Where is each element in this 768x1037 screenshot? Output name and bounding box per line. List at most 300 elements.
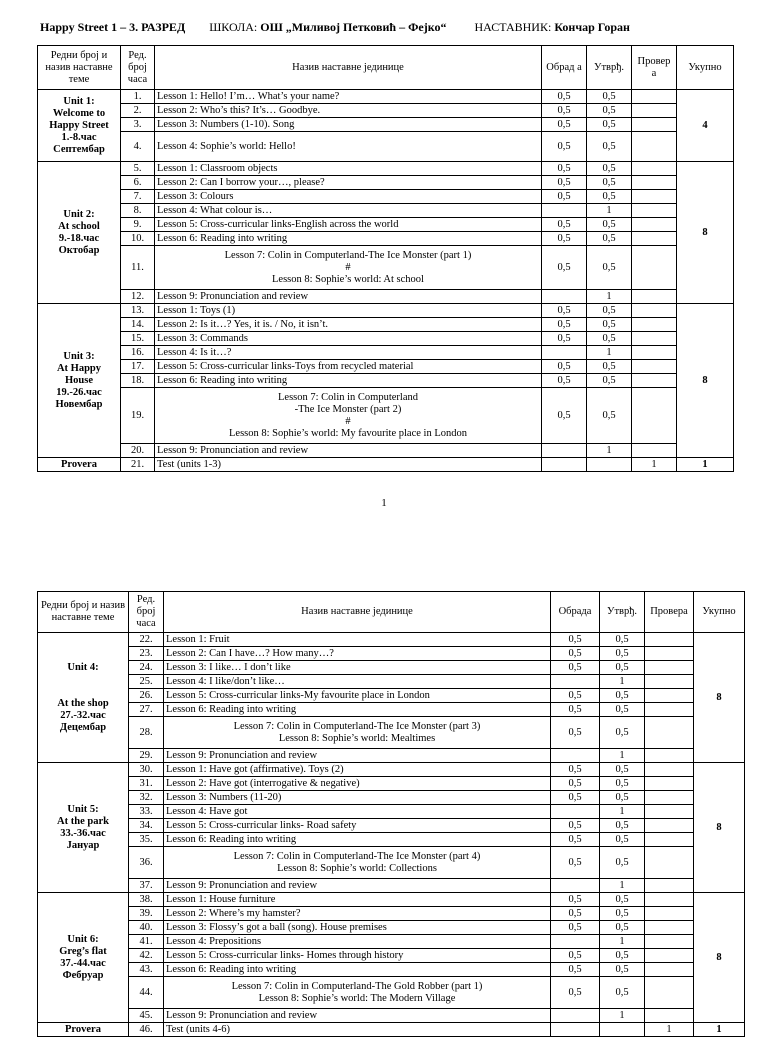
lesson-name: Lesson 5: Cross-curricular links-English across the world (155, 218, 542, 232)
lesson-name: Lesson 1: Hello! I’m… What’s your name? (155, 90, 542, 104)
provera-value (632, 360, 677, 374)
provera-value (632, 332, 677, 346)
lesson-plan-table-page-1 (37, 45, 734, 472)
utvrdjivanje-value: 0,5 (587, 90, 632, 104)
obrada-value (551, 1023, 600, 1037)
lesson-name: Lesson 4: Prepositions (164, 935, 551, 949)
unit-total: 8 (677, 162, 734, 304)
table-row (38, 388, 734, 444)
table-row (38, 1023, 745, 1037)
lesson-number: 12. (121, 290, 155, 304)
provera-value (632, 444, 677, 458)
table-row (38, 879, 745, 893)
utvrdjivanje-value: 0,5 (600, 647, 645, 661)
provera-value (645, 935, 694, 949)
table-row (38, 1009, 745, 1023)
table-row (38, 132, 734, 162)
lesson-number: 29. (129, 749, 164, 763)
lesson-name: Lesson 2: Where’s my hamster? (164, 907, 551, 921)
lesson-number: 9. (121, 218, 155, 232)
col-header-ukupno: Укупно (694, 592, 745, 633)
lesson-name: Lesson 4: Is it…? (155, 346, 542, 360)
unit-cell: Unit 3: At Happy House 19.-26.час Новембар (38, 304, 121, 458)
lesson-number: 39. (129, 907, 164, 921)
utvrdjivanje-value: 0,5 (587, 176, 632, 190)
utvrdjivanje-value: 1 (600, 879, 645, 893)
table-row (38, 763, 745, 777)
obrada-value (542, 290, 587, 304)
provera-value (645, 763, 694, 777)
col-header-utvrdjivanje: Утврђ. (600, 592, 645, 633)
lesson-name: Lesson 7: Colin in Computerland-The Ice Monster (part 1) # Lesson 8: Sophie’s world: At school (155, 246, 542, 290)
utvrdjivanje-value: 1 (587, 290, 632, 304)
unit-cell: Unit 5: At the park 33.-36.час Јануар (38, 763, 129, 893)
table-row (38, 647, 745, 661)
provera-value (632, 176, 677, 190)
lesson-number: 31. (129, 777, 164, 791)
lesson-number: 24. (129, 661, 164, 675)
table-row (38, 304, 734, 318)
lesson-number: 18. (121, 374, 155, 388)
lesson-number: 46. (129, 1023, 164, 1037)
unit-cell: Unit 2: At school 9.-18.час Октобар (38, 162, 121, 304)
obrada-value: 0,5 (542, 332, 587, 346)
utvrdjivanje-value (587, 458, 632, 472)
lesson-name: Lesson 6: Reading into writing (155, 232, 542, 246)
table-row (38, 791, 745, 805)
utvrdjivanje-value: 0,5 (600, 907, 645, 921)
obrada-value: 0,5 (551, 963, 600, 977)
obrada-value: 0,5 (542, 118, 587, 132)
lesson-number: 4. (121, 132, 155, 162)
lesson-name: Lesson 9: Pronunciation and review (164, 879, 551, 893)
obrada-value (551, 749, 600, 763)
table-row (38, 805, 745, 819)
table-row (38, 907, 745, 921)
obrada-value: 0,5 (542, 318, 587, 332)
table-row (38, 190, 734, 204)
course-title: Happy Street 1 – 3. РАЗРЕД (40, 20, 186, 34)
lesson-name: Lesson 5: Cross-curricular links- Road safety (164, 819, 551, 833)
utvrdjivanje-value: 0,5 (587, 304, 632, 318)
provera-value (645, 921, 694, 935)
lesson-name: Lesson 4: What colour is… (155, 204, 542, 218)
lesson-number: 33. (129, 805, 164, 819)
table-row (38, 921, 745, 935)
utvrdjivanje-value: 0,5 (587, 232, 632, 246)
lesson-name: Lesson 1: House furniture (164, 893, 551, 907)
lesson-number: 30. (129, 763, 164, 777)
lesson-number: 1. (121, 90, 155, 104)
obrada-value: 0,5 (551, 703, 600, 717)
obrada-value: 0,5 (551, 647, 600, 661)
utvrdjivanje-value: 1 (600, 935, 645, 949)
utvrdjivanje-value: 0,5 (587, 104, 632, 118)
provera-value: 1 (632, 458, 677, 472)
provera-value (632, 304, 677, 318)
utvrdjivanje-value: 0,5 (600, 777, 645, 791)
lesson-name: Lesson 1: Toys (1) (155, 304, 542, 318)
table-header-row (38, 592, 745, 633)
obrada-value (551, 1009, 600, 1023)
utvrdjivanje-value: 0,5 (600, 977, 645, 1009)
provera-value (632, 104, 677, 118)
table-row (38, 717, 745, 749)
unit-total: 8 (694, 763, 745, 893)
utvrdjivanje-value: 0,5 (587, 132, 632, 162)
table-row (38, 176, 734, 190)
utvrdjivanje-value: 1 (600, 675, 645, 689)
provera-value (645, 791, 694, 805)
utvrdjivanje-value: 0,5 (600, 763, 645, 777)
provera-value (632, 90, 677, 104)
unit-total: 8 (694, 893, 745, 1023)
table-row (38, 332, 734, 346)
utvrdjivanje-value: 0,5 (587, 360, 632, 374)
lesson-number: 14. (121, 318, 155, 332)
provera-value (645, 805, 694, 819)
lesson-name: Lesson 7: Colin in Computerland -The Ice Monster (part 2) # Lesson 8: Sophie’s world: My favourite place in London (155, 388, 542, 444)
lesson-name: Lesson 6: Reading into writing (164, 703, 551, 717)
utvrdjivanje-value: 0,5 (600, 689, 645, 703)
lesson-number: 28. (129, 717, 164, 749)
utvrdjivanje-value: 0,5 (600, 717, 645, 749)
provera-value (645, 703, 694, 717)
lesson-name: Lesson 3: Flossy’s got a ball (song). House premises (164, 921, 551, 935)
unit-total: 1 (694, 1023, 745, 1037)
table-row (38, 833, 745, 847)
lesson-number: 35. (129, 833, 164, 847)
table-row (38, 819, 745, 833)
utvrdjivanje-value: 0,5 (600, 847, 645, 879)
obrada-value: 0,5 (551, 689, 600, 703)
lesson-name: Lesson 4: Have got (164, 805, 551, 819)
table-header-row (38, 46, 734, 90)
provera-value (645, 819, 694, 833)
provera-value (632, 132, 677, 162)
provera-value (645, 833, 694, 847)
provera-value (645, 907, 694, 921)
lesson-name: Lesson 3: Numbers (11-20) (164, 791, 551, 805)
lesson-name: Lesson 2: Can I have…? How many…? (164, 647, 551, 661)
obrada-value: 0,5 (551, 921, 600, 935)
unit-cell: Provera (38, 1023, 129, 1037)
table-row (38, 162, 734, 176)
obrada-value (551, 675, 600, 689)
utvrdjivanje-value: 0,5 (600, 633, 645, 647)
lesson-number: 13. (121, 304, 155, 318)
provera-value (645, 977, 694, 1009)
table-row (38, 777, 745, 791)
provera-value (632, 118, 677, 132)
lesson-number: 10. (121, 232, 155, 246)
provera-value (645, 661, 694, 675)
lesson-number: 20. (121, 444, 155, 458)
table-row (38, 977, 745, 1009)
col-header-utvrdjivanje: Утврђ. (587, 46, 632, 90)
obrada-value: 0,5 (542, 104, 587, 118)
table-row (38, 893, 745, 907)
obrada-value: 0,5 (551, 977, 600, 1009)
school-label: ШКОЛА: (209, 20, 258, 34)
table-row (38, 360, 734, 374)
provera-value (645, 717, 694, 749)
provera-value (632, 318, 677, 332)
unit-total: 8 (677, 304, 734, 458)
unit-total: 8 (694, 633, 745, 763)
provera-value (645, 1009, 694, 1023)
provera-value (632, 246, 677, 290)
lesson-number: 43. (129, 963, 164, 977)
col-header-provera: Провера (645, 592, 694, 633)
lesson-number: 11. (121, 246, 155, 290)
utvrdjivanje-value: 0,5 (587, 332, 632, 346)
obrada-value: 0,5 (542, 218, 587, 232)
table-row (38, 703, 745, 717)
lesson-name: Lesson 3: Colours (155, 190, 542, 204)
lesson-number: 36. (129, 847, 164, 879)
lesson-name: Test (units 1-3) (155, 458, 542, 472)
provera-value (645, 949, 694, 963)
obrada-value: 0,5 (551, 949, 600, 963)
provera-value (632, 290, 677, 304)
lesson-name: Lesson 9: Pronunciation and review (164, 749, 551, 763)
unit-total: 1 (677, 458, 734, 472)
col-header-lesson-name: Назив наставне јединице (155, 46, 542, 90)
utvrdjivanje-value: 0,5 (587, 246, 632, 290)
provera-value (632, 232, 677, 246)
lesson-name: Lesson 2: Can I borrow your…, please? (155, 176, 542, 190)
utvrdjivanje-value: 0,5 (600, 703, 645, 717)
obrada-value: 0,5 (542, 304, 587, 318)
table-row (38, 935, 745, 949)
table-row (38, 633, 745, 647)
obrada-value: 0,5 (542, 360, 587, 374)
obrada-value (542, 458, 587, 472)
provera-value (645, 847, 694, 879)
utvrdjivanje-value: 0,5 (600, 819, 645, 833)
obrada-value: 0,5 (542, 246, 587, 290)
utvrdjivanje-value: 0,5 (600, 791, 645, 805)
utvrdjivanje-value: 0,5 (600, 963, 645, 977)
utvrdjivanje-value: 0,5 (587, 374, 632, 388)
table-row (38, 246, 734, 290)
utvrdjivanje-value: 0,5 (600, 833, 645, 847)
lesson-name: Lesson 7: Colin in Computerland-The Gold Robber (part 1) Lesson 8: Sophie’s world: The Modern Village (164, 977, 551, 1009)
obrada-value: 0,5 (551, 633, 600, 647)
lesson-name: Lesson 3: I like… I don’t like (164, 661, 551, 675)
lesson-number: 15. (121, 332, 155, 346)
obrada-value: 0,5 (551, 763, 600, 777)
obrada-value: 0,5 (542, 388, 587, 444)
provera-value (632, 374, 677, 388)
lesson-plan-table-page-2 (37, 591, 745, 1037)
teacher-label: НАСТАВНИК: (474, 20, 552, 34)
teacher-name: Кончар Горан (554, 20, 630, 34)
obrada-value: 0,5 (551, 847, 600, 879)
utvrdjivanje-value: 1 (600, 805, 645, 819)
page-number: 1 (381, 497, 387, 509)
table-row (38, 661, 745, 675)
lesson-number: 41. (129, 935, 164, 949)
table-row (38, 218, 734, 232)
lesson-name: Test (units 4-6) (164, 1023, 551, 1037)
obrada-value: 0,5 (542, 374, 587, 388)
table-row (38, 290, 734, 304)
col-header-obrada: Обрада (551, 592, 600, 633)
lesson-name: Lesson 6: Reading into writing (155, 374, 542, 388)
lesson-name: Lesson 4: Sophie’s world: Hello! (155, 132, 542, 162)
lesson-name: Lesson 1: Classroom objects (155, 162, 542, 176)
lesson-name: Lesson 3: Numbers (1-10). Song (155, 118, 542, 132)
col-header-lesson-number: Ред. број часа (121, 46, 155, 90)
obrada-value (551, 935, 600, 949)
lesson-number: 6. (121, 176, 155, 190)
obrada-value: 0,5 (551, 819, 600, 833)
utvrdjivanje-value: 1 (587, 444, 632, 458)
obrada-value (542, 346, 587, 360)
table-row (38, 444, 734, 458)
obrada-value (542, 204, 587, 218)
lesson-name: Lesson 7: Colin in Computerland-The Ice Monster (part 3) Lesson 8: Sophie’s world: Mealtimes (164, 717, 551, 749)
table-row (38, 749, 745, 763)
col-header-provera: Провер а (632, 46, 677, 90)
provera-value (645, 749, 694, 763)
provera-value (632, 218, 677, 232)
lesson-name: Lesson 9: Pronunciation and review (155, 444, 542, 458)
obrada-value: 0,5 (551, 833, 600, 847)
lesson-number: 16. (121, 346, 155, 360)
provera-value (645, 675, 694, 689)
utvrdjivanje-value: 0,5 (587, 118, 632, 132)
utvrdjivanje-value: 1 (600, 749, 645, 763)
lesson-number: 17. (121, 360, 155, 374)
obrada-value: 0,5 (542, 90, 587, 104)
lesson-number: 8. (121, 204, 155, 218)
obrada-value (542, 444, 587, 458)
table-row (38, 204, 734, 218)
lesson-number: 26. (129, 689, 164, 703)
lesson-number: 7. (121, 190, 155, 204)
obrada-value: 0,5 (542, 132, 587, 162)
lesson-name: Lesson 9: Pronunciation and review (155, 290, 542, 304)
lesson-name: Lesson 5: Cross-curricular links-Toys from recycled material (155, 360, 542, 374)
lesson-name: Lesson 6: Reading into writing (164, 963, 551, 977)
lesson-name: Lesson 2: Who’s this? It’s… Goodbye. (155, 104, 542, 118)
lesson-number: 25. (129, 675, 164, 689)
lesson-name: Lesson 5: Cross-curricular links-My favourite place in London (164, 689, 551, 703)
lesson-name: Lesson 1: Fruit (164, 633, 551, 647)
table-row (38, 90, 734, 104)
obrada-value: 0,5 (542, 190, 587, 204)
table-row (38, 949, 745, 963)
provera-value (645, 633, 694, 647)
provera-value (632, 162, 677, 176)
provera-value (645, 963, 694, 977)
col-header-lesson-name: Назив наставне јединице (164, 592, 551, 633)
lesson-number: 37. (129, 879, 164, 893)
col-header-lesson-number: Ред. број часа (129, 592, 164, 633)
lesson-name: Lesson 3: Commands (155, 332, 542, 346)
provera-value (645, 647, 694, 661)
utvrdjivanje-value: 0,5 (600, 921, 645, 935)
provera-value: 1 (645, 1023, 694, 1037)
obrada-value: 0,5 (542, 232, 587, 246)
provera-value (645, 689, 694, 703)
lesson-number: 23. (129, 647, 164, 661)
unit-cell: Unit 4: At the shop 27.-32.час Децембар (38, 633, 129, 763)
utvrdjivanje-value: 0,5 (600, 661, 645, 675)
utvrdjivanje-value (600, 1023, 645, 1037)
utvrdjivanje-value: 0,5 (587, 218, 632, 232)
col-header-unit: Редни број и назив наставне теме (38, 46, 121, 90)
provera-value (645, 777, 694, 791)
provera-value (645, 879, 694, 893)
lesson-number: 34. (129, 819, 164, 833)
unit-total: 4 (677, 90, 734, 162)
lesson-number: 32. (129, 791, 164, 805)
obrada-value (551, 805, 600, 819)
col-header-ukupno: Укупно (677, 46, 734, 90)
lesson-name: Lesson 5: Cross-curricular links- Homes through history (164, 949, 551, 963)
obrada-value: 0,5 (542, 162, 587, 176)
lesson-number: 19. (121, 388, 155, 444)
table-row (38, 232, 734, 246)
col-header-obrada: Обрад а (542, 46, 587, 90)
provera-value (632, 388, 677, 444)
lesson-number: 3. (121, 118, 155, 132)
lesson-number: 42. (129, 949, 164, 963)
table-row (38, 963, 745, 977)
table-row (38, 689, 745, 703)
lesson-number: 44. (129, 977, 164, 1009)
utvrdjivanje-value: 1 (587, 204, 632, 218)
table-row (38, 675, 745, 689)
unit-cell: Unit 6: Greg’s flat 37.-44.час Фебруар (38, 893, 129, 1023)
obrada-value (551, 879, 600, 893)
table-row (38, 104, 734, 118)
lesson-number: 40. (129, 921, 164, 935)
obrada-value: 0,5 (551, 717, 600, 749)
lesson-number: 5. (121, 162, 155, 176)
obrada-value: 0,5 (551, 791, 600, 805)
provera-value (645, 893, 694, 907)
lesson-number: 45. (129, 1009, 164, 1023)
utvrdjivanje-value: 0,5 (600, 893, 645, 907)
lesson-name: Lesson 9: Pronunciation and review (164, 1009, 551, 1023)
utvrdjivanje-value: 1 (587, 346, 632, 360)
obrada-value: 0,5 (551, 893, 600, 907)
lesson-number: 38. (129, 893, 164, 907)
unit-cell: Unit 1: Welcome to Happy Street 1.-8.час Септембар (38, 90, 121, 162)
unit-cell: Provera (38, 458, 121, 472)
lesson-name: Lesson 1: Have got (affirmative). Toys (2) (164, 763, 551, 777)
lesson-name: Lesson 7: Colin in Computerland-The Ice Monster (part 4) Lesson 8: Sophie’s world: Collections (164, 847, 551, 879)
provera-value (632, 204, 677, 218)
table-row (38, 847, 745, 879)
table-row (38, 374, 734, 388)
table-row (38, 458, 734, 472)
obrada-value: 0,5 (551, 777, 600, 791)
lesson-name: Lesson 2: Have got (interrogative & negative) (164, 777, 551, 791)
obrada-value: 0,5 (551, 907, 600, 921)
provera-value (632, 190, 677, 204)
obrada-value: 0,5 (542, 176, 587, 190)
utvrdjivanje-value: 0,5 (587, 318, 632, 332)
utvrdjivanje-value: 1 (600, 1009, 645, 1023)
lesson-number: 21. (121, 458, 155, 472)
lesson-name: Lesson 4: I like/don’t like… (164, 675, 551, 689)
